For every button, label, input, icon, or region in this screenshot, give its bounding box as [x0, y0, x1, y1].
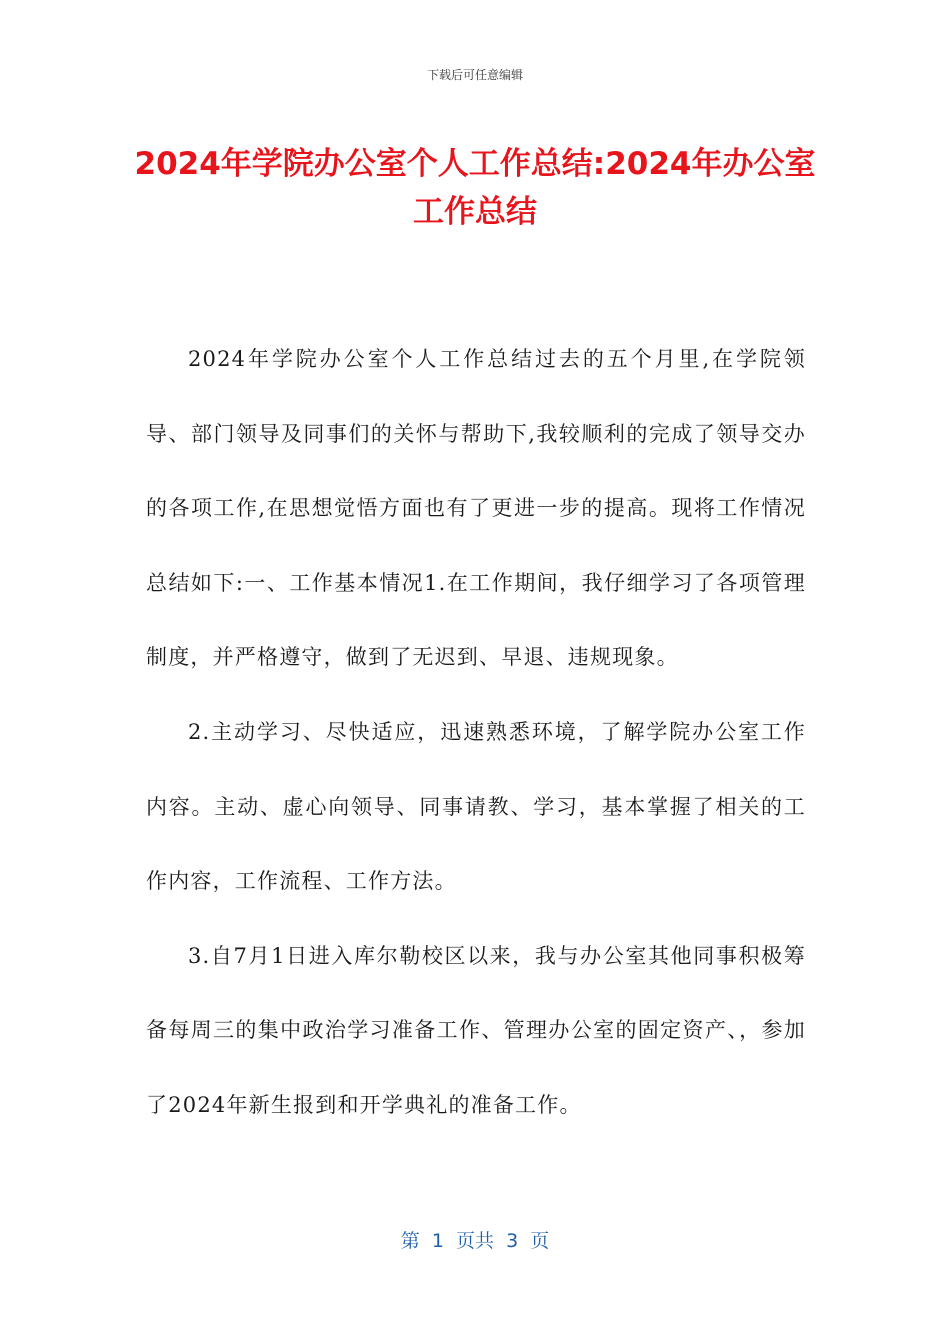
- paragraph-1: 2024年学院办公室个人工作总结过去的五个月里,在学院领导、部门领导及同事们的关怀与帮助下,我较顺利的完成了领导交办的各项工作,在思想觉悟方面也有了更进一步的提高。现将工作情况总结如下:一、工作基本情况1.在工作期间，我仔细学习了各项管理制度，并严格遵守，做到了无迟到、早退、违规现象。: [146, 347, 806, 670]
- document-body: [146, 322, 806, 1143]
- header-note: 下载后可任意编辑: [426, 68, 523, 82]
- paragraph-3: 3.自7月1日进入库尔勒校区以来，我与办公室其他同事积极筹备每周三的集中政治学习准备工作、管理办公室的固定资产、，参加了2024年新生报到和开学典礼的准备工作。: [146, 943, 806, 1117]
- paragraph-2: 2.主动学习、尽快适应，迅速熟悉环境，了解学院办公室工作内容。主动、虚心向领导、同事请教、学习，基本掌握了相关的工作内容，工作流程、工作方法。: [146, 719, 806, 894]
- page-footer: 第 1 页共 3 页: [400, 1230, 550, 1252]
- document-title: 2024年学院办公室个人工作总结:2024年办公室工作总结: [134, 146, 816, 230]
